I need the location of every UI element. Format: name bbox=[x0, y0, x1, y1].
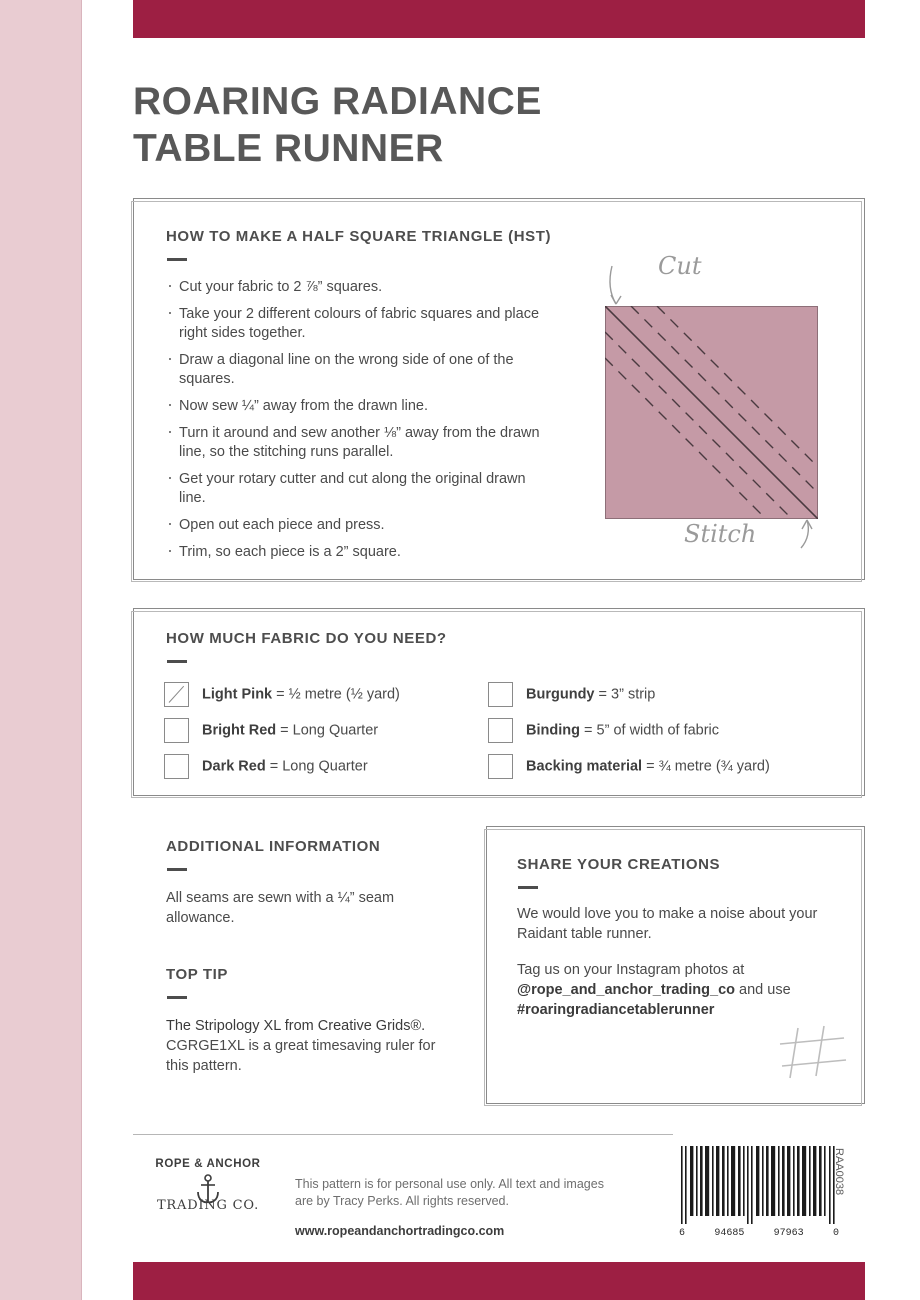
checkbox-binding[interactable] bbox=[488, 718, 513, 743]
logo-line-1: ROPE & ANCHOR bbox=[155, 1158, 261, 1170]
barcode-right-digit: 0 bbox=[832, 1228, 839, 1239]
hst-annotation-arrows bbox=[596, 248, 846, 558]
list-item: · Get your rotary cutter and cut along the original drawn line. bbox=[166, 470, 546, 508]
barcode-group-2: 97963 bbox=[773, 1228, 804, 1239]
fabric-detail: = Long Quarter bbox=[265, 758, 368, 775]
list-item: · Turn it around and sew another ⅛” away from the drawn line, so the stitching runs parallel. bbox=[166, 424, 546, 462]
page-title bbox=[133, 78, 833, 172]
fabric-detail: = 5” of width of fabric bbox=[580, 722, 720, 739]
checkbox-light-pink[interactable] bbox=[164, 682, 189, 707]
fabric-name: Binding bbox=[526, 722, 580, 739]
cut-annotation-label: Cut bbox=[658, 252, 702, 280]
instagram-handle: @rope_and_anchor_trading_co bbox=[517, 982, 735, 998]
fabric-name: Burgundy bbox=[526, 686, 595, 703]
brand-logo bbox=[133, 1158, 283, 1213]
share-heading-rule bbox=[518, 886, 538, 889]
barcode bbox=[679, 1146, 839, 1238]
hst-heading-rule bbox=[167, 258, 187, 261]
additional-info-rule bbox=[167, 868, 187, 871]
hashtag: #roaringradiancetablerunner bbox=[517, 1002, 715, 1018]
list-item: · Trim, so each piece is a 2” square. bbox=[166, 543, 546, 562]
footer-divider bbox=[133, 1134, 673, 1135]
list-item: · Cut your fabric to 2 ⅞” squares. bbox=[166, 278, 546, 297]
fabric-detail: = ¾ metre (¾ yard) bbox=[642, 758, 770, 775]
website-url[interactable]: www.ropeandanchortradingco.com bbox=[295, 1224, 505, 1238]
logo-line-2: TRADING CO. bbox=[156, 1198, 260, 1213]
share-text-pre: Tag us on your Instagram photos at bbox=[517, 962, 745, 978]
fabric-name: Light Pink bbox=[202, 686, 273, 703]
sku-code: RAA0038 bbox=[833, 1148, 845, 1196]
additional-info-text: All seams are sewn with a ¼” seam allowance. bbox=[166, 890, 395, 926]
copyright-text: This pattern is for personal use only. All text and images are by Tracy Perks. All rights reserved. bbox=[295, 1177, 604, 1208]
fabric-item-burgundy[interactable] bbox=[488, 682, 655, 707]
fabric-name: Bright Red bbox=[202, 722, 277, 739]
top-tip-rule bbox=[167, 996, 187, 999]
additional-info-heading: ADDITIONAL INFORMATION bbox=[166, 838, 381, 855]
list-item: · Take your 2 different colours of fabric squares and place right sides together. bbox=[166, 305, 546, 343]
checkbox-backing[interactable] bbox=[488, 754, 513, 779]
hst-diagram bbox=[596, 248, 846, 558]
anchor-icon bbox=[195, 1174, 221, 1204]
barcode-group-1: 94685 bbox=[714, 1228, 745, 1239]
fabric-detail: = Long Quarter bbox=[276, 722, 379, 739]
checkbox-bright-red[interactable] bbox=[164, 718, 189, 743]
barcode-left-digit: 6 bbox=[679, 1228, 686, 1239]
hst-steps-list bbox=[166, 278, 546, 570]
fabric-heading-rule bbox=[167, 660, 187, 663]
fabric-name: Backing material bbox=[526, 758, 643, 775]
share-heading: SHARE YOUR CREATIONS bbox=[517, 856, 721, 873]
top-tip-rest: CGRGE1XL is a great timesaving ruler for this pattern. bbox=[166, 1038, 436, 1074]
page-title-line2: TABLE RUNNER bbox=[133, 127, 444, 170]
fabric-item-binding[interactable] bbox=[488, 718, 719, 743]
fabric-item-bright-red[interactable] bbox=[164, 718, 378, 743]
fabric-name: Dark Red bbox=[202, 758, 266, 775]
top-tip-text bbox=[166, 1016, 456, 1076]
fabric-heading: HOW MUCH FABRIC DO YOU NEED? bbox=[166, 630, 447, 647]
fabric-item-light-pink[interactable] bbox=[164, 682, 400, 707]
list-item: · Now sew ¼” away from the drawn line. bbox=[166, 397, 546, 416]
barcode-digits bbox=[679, 1228, 839, 1239]
top-tip-heading: TOP TIP bbox=[166, 966, 228, 983]
share-text-mid: and use bbox=[735, 982, 791, 998]
fabric-item-dark-red[interactable] bbox=[164, 754, 368, 779]
hashtag-icon bbox=[778, 1024, 848, 1082]
checkbox-burgundy[interactable] bbox=[488, 682, 513, 707]
page-title-line1: ROARING RADIANCE bbox=[133, 80, 542, 123]
hst-heading: HOW TO MAKE A HALF SQUARE TRIANGLE (HST) bbox=[166, 228, 552, 245]
share-paragraph-2 bbox=[517, 960, 837, 1020]
share-paragraph-1: We would love you to make a noise about your Raidant table runner. bbox=[517, 906, 818, 942]
list-item: · Open out each piece and press. bbox=[166, 516, 546, 535]
barcode-bars bbox=[679, 1146, 839, 1224]
fabric-detail: = ½ metre (½ yard) bbox=[272, 686, 400, 703]
top-tip-bold: The Stripology XL from Creative Grids®. bbox=[166, 1018, 426, 1034]
stitch-annotation-label: Stitch bbox=[684, 520, 757, 548]
list-item: · Draw a diagonal line on the wrong side of one of the squares. bbox=[166, 351, 546, 389]
checkbox-dark-red[interactable] bbox=[164, 754, 189, 779]
fabric-detail: = 3” strip bbox=[594, 686, 656, 703]
fabric-item-backing[interactable] bbox=[488, 754, 770, 779]
